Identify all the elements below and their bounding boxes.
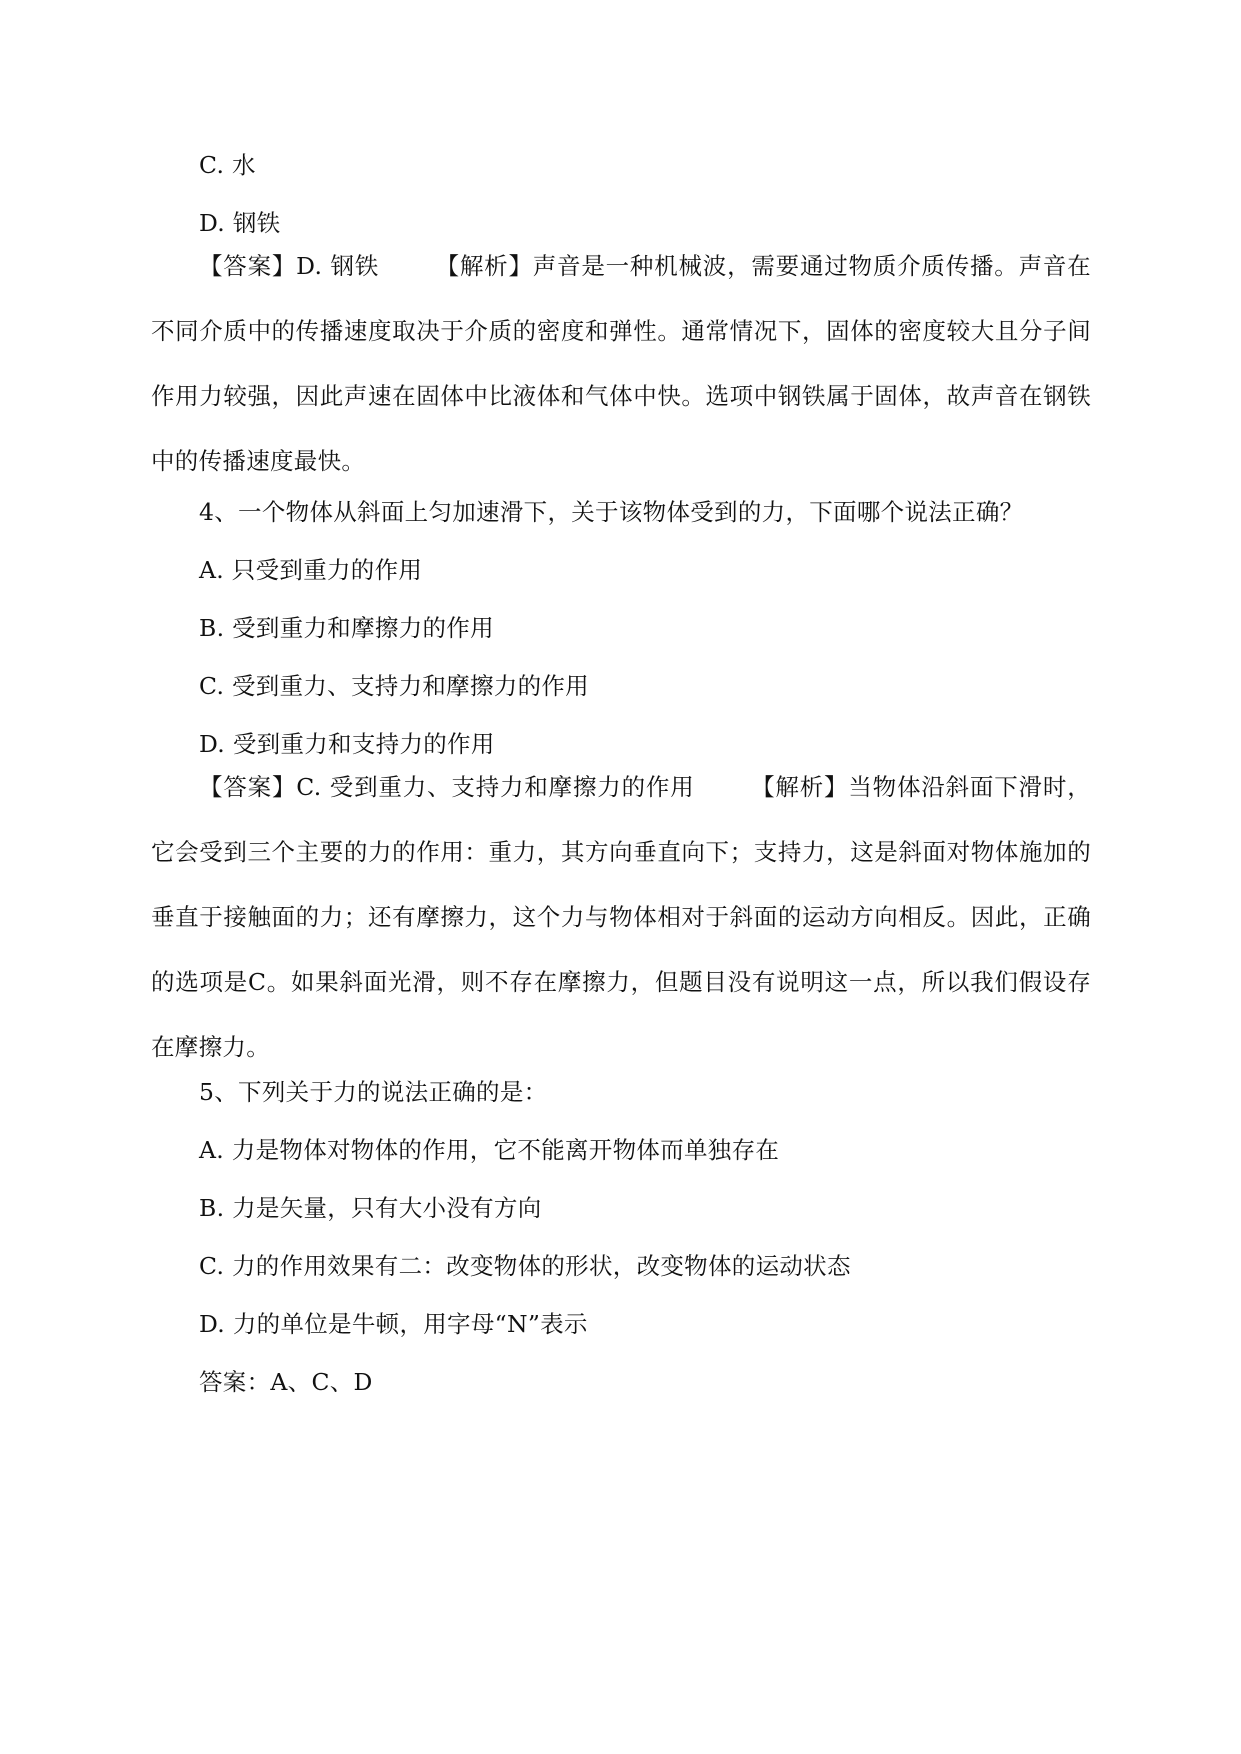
q3-answer-paragraph	[151, 234, 1091, 494]
q4-answer-paragraph	[151, 755, 1091, 1080]
q5-answer: 答案：A、C、D	[199, 1368, 373, 1396]
q4-analysis-text: 【解析】当物体沿斜面下滑时，它会受到三个主要的力的作用：重力，其方向垂直向下；支持力，这是斜面对物体施加的垂直于接触面的力；还有摩擦力，这个力与物体相对于斜面的运动方向相反。因此，正确的选项是C。如果斜面光滑，则不存在摩擦力，但题目没有说明这一点，所以我们假设存在摩擦力。	[151, 773, 1091, 1061]
q5-option-c: C. 力的作用效果有二：改变物体的形状，改变物体的运动状态	[199, 1252, 851, 1280]
q3-answer-label: 【答案】D. 钢铁	[199, 252, 380, 280]
q4-option-d: D. 受到重力和支持力的作用	[199, 730, 495, 758]
q5-option-b: B. 力是矢量，只有大小没有方向	[199, 1194, 542, 1222]
q3-option-c: C. 水	[199, 151, 256, 179]
q3-analysis-text: 【解析】声音是一种机械波，需要通过物质介质传播。声音在不同介质中的传播速度取决于介质的密度和弹性。通常情况下，固体的密度较大且分子间作用力较强，因此声速在固体中比液体和气体中快。选项中钢铁属于固体，故声音在钢铁中的传播速度最快。	[151, 252, 1091, 475]
q4-answer-label: 【答案】C. 受到重力、支持力和摩擦力的作用	[199, 773, 695, 801]
q5-option-d: D. 力的单位是牛顿，用字母“N”表示	[199, 1310, 588, 1338]
q3-option-d: D. 钢铁	[199, 209, 281, 237]
q4-option-b: B. 受到重力和摩擦力的作用	[199, 614, 494, 642]
q4-option-a: A. 只受到重力的作用	[199, 556, 423, 584]
q4-question: 4、一个物体从斜面上匀加速滑下，关于该物体受到的力，下面哪个说法正确？	[199, 498, 1024, 526]
q5-option-a: A. 力是物体对物体的作用，它不能离开物体而单独存在	[199, 1136, 780, 1164]
q5-question: 5、下列关于力的说法正确的是：	[199, 1078, 548, 1106]
q4-option-c: C. 受到重力、支持力和摩擦力的作用	[199, 672, 589, 700]
